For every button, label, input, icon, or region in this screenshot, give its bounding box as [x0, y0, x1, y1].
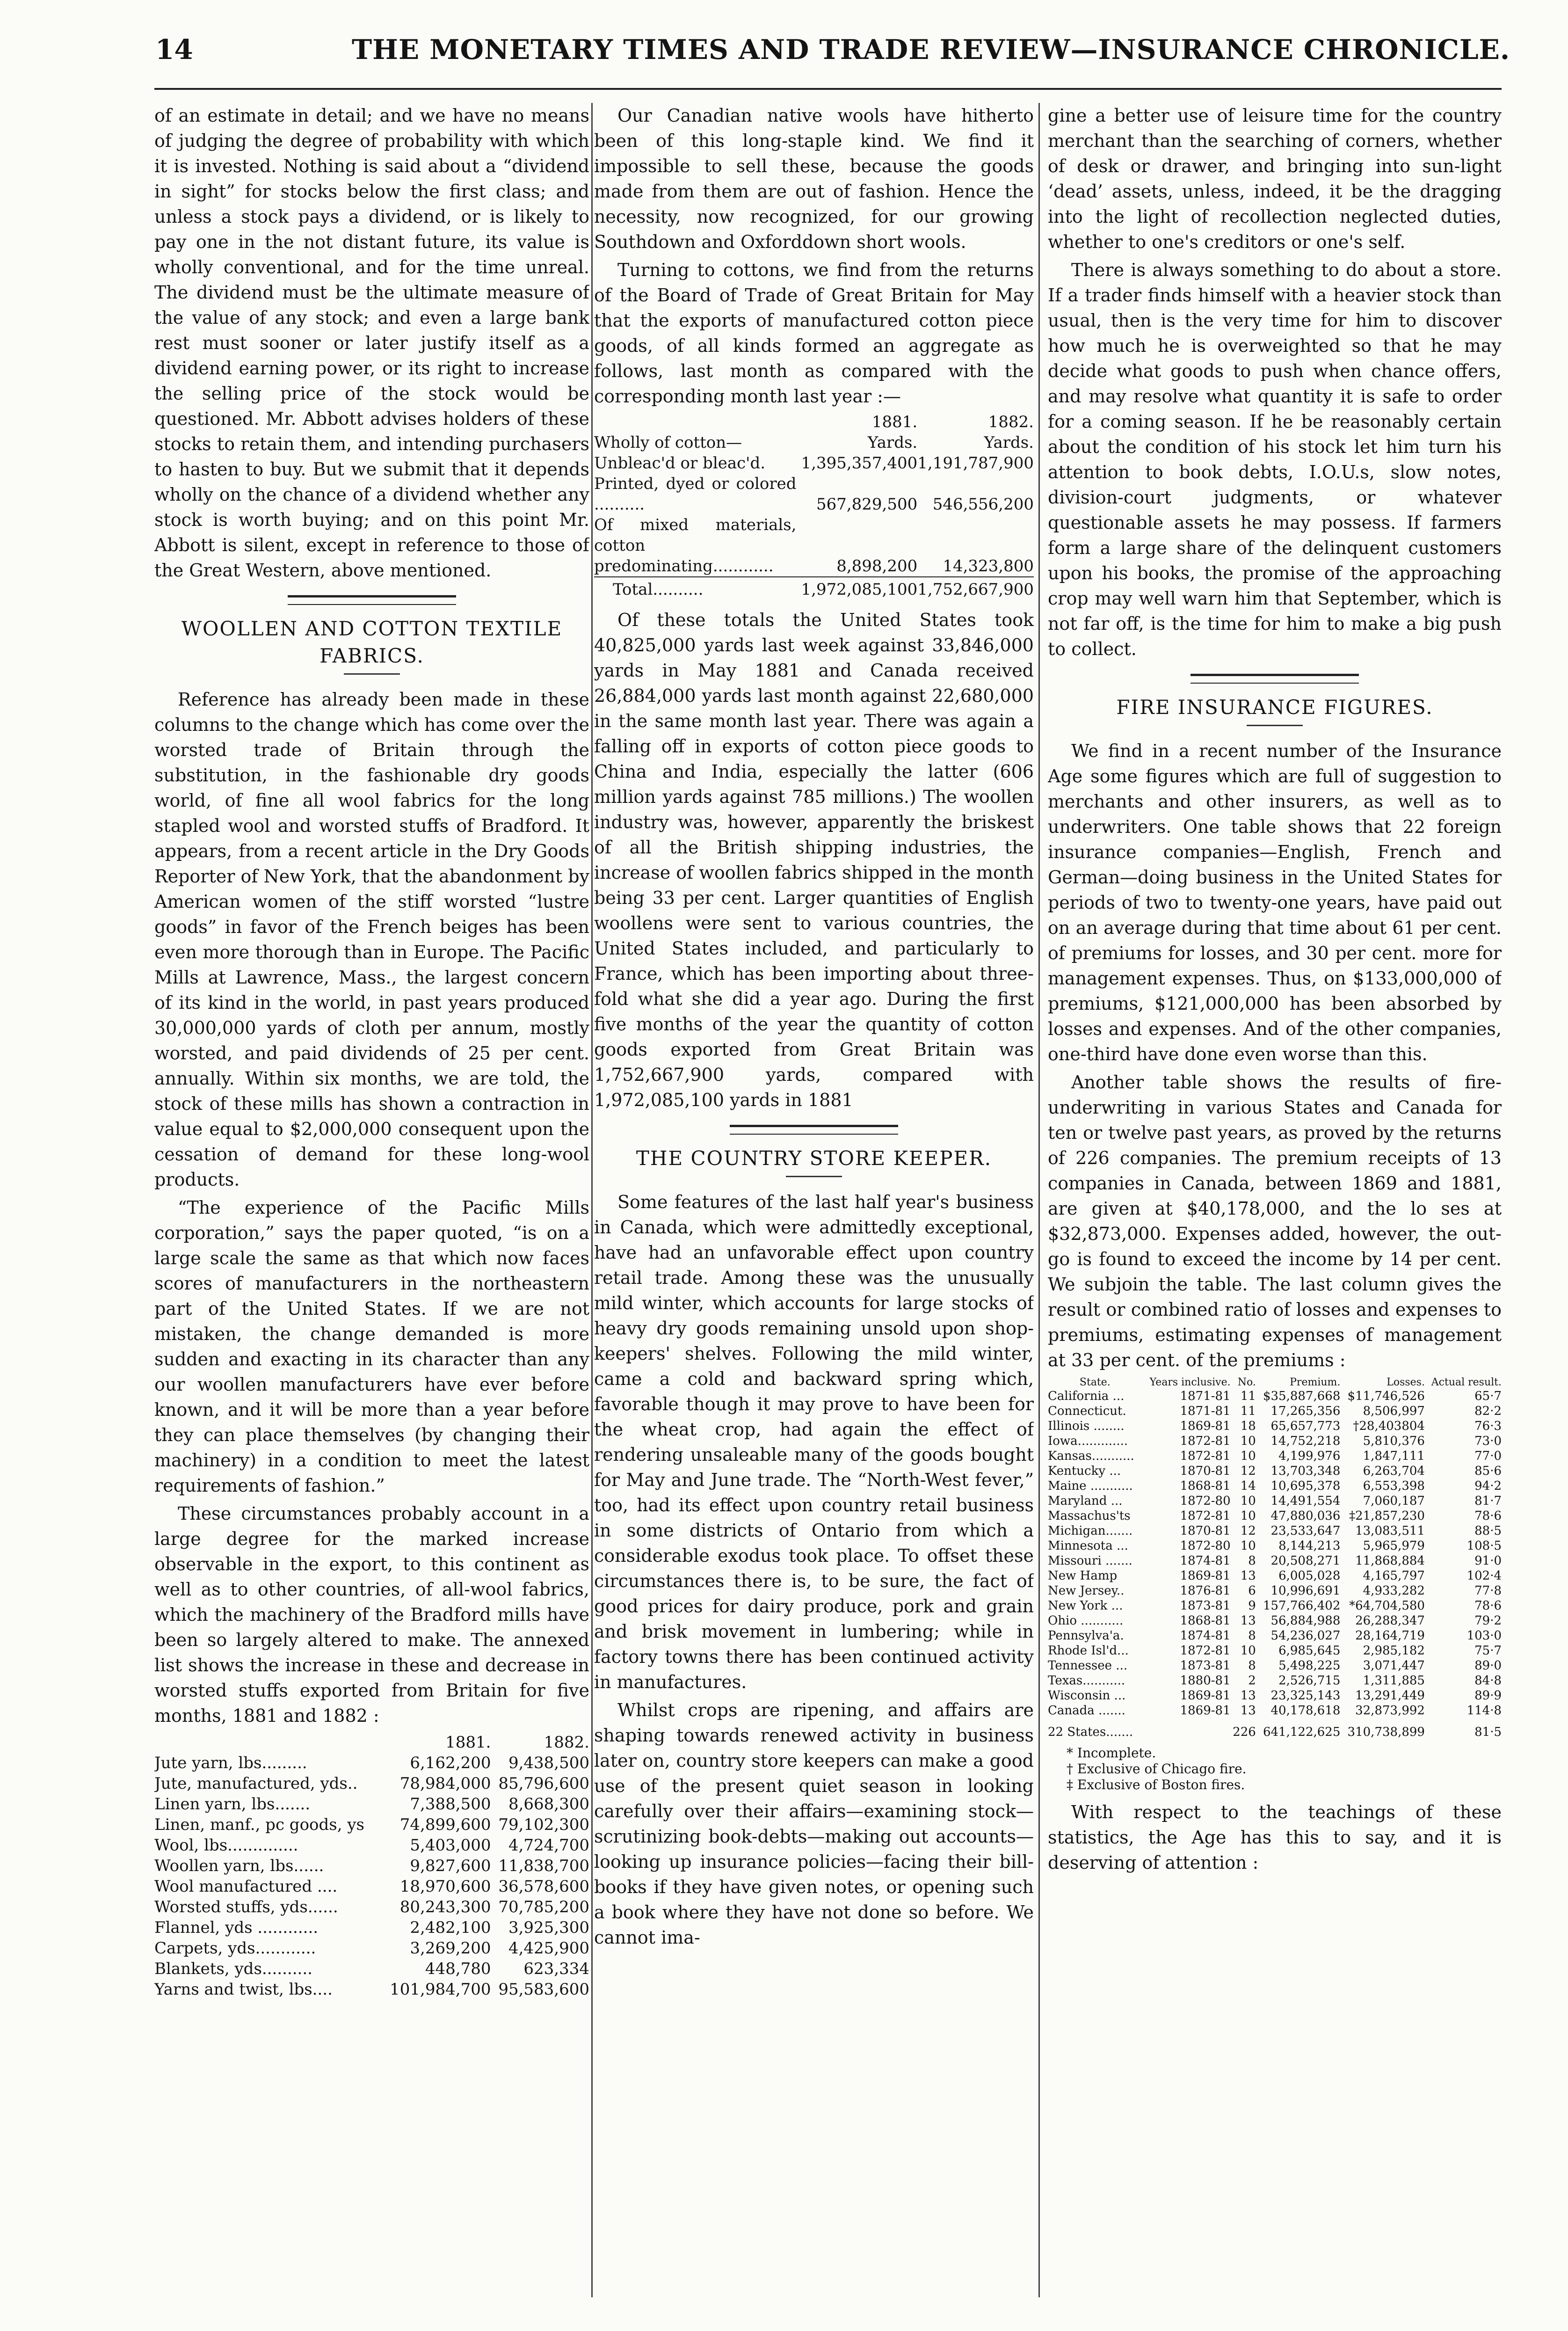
- fire-state: Maryland ...: [1048, 1494, 1123, 1508]
- fire-premium: 10,695,378: [1270, 1479, 1341, 1493]
- table-row: [1048, 1419, 1502, 1434]
- fire-losses: 4,165,797: [1363, 1569, 1425, 1583]
- fire-premium: 20,508,271: [1270, 1554, 1341, 1568]
- section-divider: [1191, 674, 1359, 684]
- fire-state: Massachus'ts: [1048, 1509, 1131, 1523]
- fire-years: 1872-80: [1180, 1494, 1231, 1508]
- fire-total-losses: 310,738,899: [1347, 1725, 1425, 1739]
- fire-state: Michigan.......: [1048, 1524, 1133, 1538]
- table-row: [594, 515, 1034, 577]
- table-row: [1048, 1464, 1502, 1479]
- fire-premium: 2,526,715: [1278, 1674, 1341, 1688]
- fire-result: 82·2: [1474, 1404, 1502, 1418]
- heading-rule: [1247, 725, 1303, 726]
- export-value-1882: 4,425,900: [508, 1939, 589, 1958]
- export-item: Worsted stuffs, yds......: [154, 1898, 338, 1916]
- fire-losses: †28,403804: [1353, 1419, 1425, 1433]
- fire-losses: ‡21,857,230: [1349, 1509, 1425, 1523]
- col3-paragraph-5: With respect to the teachings of these statistics, the Age has this to say, and it is deserving of attention :: [1048, 1802, 1502, 1873]
- fire-losses: 6,553,398: [1363, 1479, 1425, 1493]
- fire-premium: 65,657,773: [1270, 1419, 1341, 1433]
- fire-losses: 1,847,111: [1363, 1449, 1425, 1463]
- fire-state: Pennsylva'a.: [1048, 1629, 1124, 1643]
- cotton-value-1881: 1,395,357,400: [801, 454, 918, 473]
- fire-losses: 2,985,182: [1363, 1644, 1425, 1658]
- table-row: [1048, 1643, 1502, 1658]
- table-row: [154, 1794, 589, 1814]
- table-row: [154, 1917, 589, 1938]
- cotton-total-1882: 1,752,667,900: [917, 577, 1034, 600]
- fire-premium: 23,325,143: [1270, 1689, 1341, 1703]
- fire-result: 77·0: [1474, 1449, 1502, 1463]
- fire-state: Minnesota ...: [1048, 1539, 1128, 1553]
- cotton-total-1881: 1,972,085,100: [801, 577, 918, 600]
- cotton-total-label: Total..........: [594, 577, 801, 600]
- table-row: [1048, 1523, 1502, 1538]
- fire-header-losses: Losses.: [1387, 1377, 1425, 1388]
- fire-premium: 23,533,647: [1270, 1524, 1341, 1538]
- fire-company-count: 8: [1248, 1659, 1256, 1673]
- table-row: [1048, 1628, 1502, 1643]
- fire-years: 1868-81: [1180, 1479, 1231, 1493]
- fire-result: 88·5: [1474, 1524, 1502, 1538]
- section-divider: [730, 1125, 898, 1135]
- fire-state: Tennessee ...: [1048, 1659, 1128, 1673]
- table-row: [1048, 1508, 1502, 1523]
- fire-state: Kansas...........: [1048, 1449, 1134, 1463]
- fire-losses: 1,311,885: [1363, 1674, 1425, 1688]
- col1-paragraph-1: of an estimate in detail; and we have no means of judging the degree of probability with which it is invested. Nothing is said about a “dividend in sight” for stocks below the first class; and unless a stock pays a dividend, or is likely to pay one in the not distant future, its value is wholly conventional, and for the time unreal. The dividend must be the ultimate measure of the value of any stock; and even a large bank rest must sooner or later justify itself as a dividend earning power, or its right to increase the selling price of the stock would be questioned. Mr. Abbott advises holders of these stocks to retain them, and intending purchasers to hasten to buy. But we submit that it depends wholly on the chance of a dividend whether any stock is worth buying; and on this point Mr. Abbott is silent, except in reference to those of the Great Western, above mentioned.: [154, 105, 589, 581]
- cotton-row-label: Of mixed materials, cotton predominating............: [594, 516, 797, 575]
- export-value-1882: 3,925,300: [508, 1918, 589, 1937]
- table-row: [1048, 1434, 1502, 1449]
- fire-premium: 56,884,988: [1270, 1614, 1341, 1628]
- fire-state: California ...: [1048, 1389, 1125, 1403]
- export-value-1881: 5,403,000: [410, 1836, 491, 1855]
- fire-company-count: 13: [1240, 1689, 1256, 1703]
- fire-premium: 8,144,213: [1278, 1539, 1341, 1553]
- export-item: Wool manufactured ....: [154, 1877, 338, 1896]
- export-value-1882: 85,796,600: [498, 1774, 589, 1793]
- cotton-value-1881: 8,898,200: [836, 557, 918, 575]
- table-row: [154, 1835, 589, 1856]
- heading-rule: [786, 1176, 842, 1177]
- fire-result: 81·7: [1474, 1494, 1502, 1508]
- fire-company-count: 11: [1240, 1389, 1256, 1403]
- header-rule: [154, 88, 1502, 90]
- fire-premium: 14,752,218: [1270, 1434, 1341, 1448]
- col3-paragraph-1: gine a better use of leisure time for the country merchant than the searching of corners, whether of desk or drawer, and bringing into sun-light ‘dead’ assets, unless, indeed, it be the dragging into the light of recollection neglected duties, whether to one's creditors or one's self.: [1048, 105, 1502, 252]
- fire-state: Iowa.............: [1048, 1434, 1128, 1448]
- fire-years: 1874-81: [1180, 1629, 1231, 1643]
- fire-state: New Jersey..: [1048, 1584, 1125, 1598]
- fire-years: 1870-81: [1180, 1524, 1231, 1538]
- fire-years: 1872-81: [1180, 1644, 1231, 1658]
- fire-state: Canada .......: [1048, 1704, 1125, 1718]
- export-value-1881: 101,984,700: [390, 1980, 491, 1999]
- fire-state: Texas...........: [1048, 1674, 1125, 1688]
- export-value-1881: 18,970,600: [399, 1877, 491, 1896]
- footnote: ‡ Exclusive of Boston fires.: [1067, 1777, 1245, 1792]
- fire-years: 1880-81: [1180, 1674, 1231, 1688]
- fire-result: 89·9: [1474, 1689, 1502, 1703]
- fire-total-no: 226: [1233, 1725, 1256, 1739]
- fire-state: Connecticut.: [1048, 1404, 1126, 1418]
- col2-paragraph-2: Turning to cottons, we find from the returns of the Board of Trade of Great Britain for May that the exports of manufactured cotton piece goods, of all kinds formed an aggregate as follows, last month as compared with the corresponding month last year :—: [594, 260, 1034, 407]
- fire-company-count: 13: [1240, 1704, 1256, 1718]
- fire-years: 1868-81: [1180, 1614, 1231, 1628]
- table-row: [1048, 1598, 1502, 1613]
- cotton-row-label: Unbleac'd or bleac'd.: [594, 454, 766, 473]
- column-1: [154, 103, 589, 2302]
- cotton-row-label: Printed, dyed or colored ..........: [594, 474, 797, 514]
- fire-result: 108·5: [1466, 1539, 1502, 1553]
- table-row: [1048, 1658, 1502, 1673]
- fire-premium: $35,887,668: [1263, 1389, 1341, 1403]
- export-value-1881: 7,388,500: [410, 1795, 491, 1814]
- fire-company-count: 14: [1240, 1479, 1256, 1493]
- fire-company-count: 18: [1240, 1419, 1256, 1433]
- fire-state: Ohio ...........: [1048, 1614, 1124, 1628]
- fire-company-count: 10: [1240, 1449, 1256, 1463]
- fire-result: 65·7: [1474, 1389, 1502, 1403]
- fire-company-count: 8: [1248, 1629, 1256, 1643]
- column-divider-1: [591, 103, 593, 2297]
- fire-losses: 5,810,376: [1363, 1434, 1425, 1448]
- table-footnotes: [1067, 1745, 1502, 1793]
- export-item: Jute, manufactured, yds..: [154, 1774, 358, 1793]
- section-divider: [288, 595, 456, 605]
- fire-premium: 6,985,645: [1278, 1644, 1341, 1658]
- fire-company-count: 10: [1240, 1644, 1256, 1658]
- footnote: * Incomplete.: [1067, 1745, 1156, 1761]
- fire-premium: 17,265,356: [1270, 1404, 1341, 1418]
- fire-insurance-table: [1048, 1377, 1502, 1740]
- fire-company-count: 13: [1240, 1569, 1256, 1583]
- col2-paragraph-1: Our Canadian native wools have hitherto been of this long-staple kind. We find it impossible to sell these, because the goods made from them are out of fashion. Hence the necessity, now recognized, for our growing Southdown and Oxforddown short wools.: [594, 105, 1034, 252]
- table-row: [1048, 1404, 1502, 1419]
- fire-result: 114·8: [1466, 1704, 1502, 1718]
- fire-company-count: 11: [1240, 1404, 1256, 1418]
- fire-years: 1872-81: [1180, 1449, 1231, 1463]
- fire-company-count: 10: [1240, 1434, 1256, 1448]
- export-value-1882: 70,785,200: [498, 1898, 589, 1916]
- export-value-1882: 623,334: [523, 1959, 589, 1978]
- cotton-unit-1881: Yards.: [867, 433, 918, 452]
- export-value-1882: 36,578,600: [498, 1877, 589, 1896]
- col1-paragraph-3: “The experience of the Pacific Mills corporation,” says the paper quoted, “is on a large scale the same as that which now faces scores of manufacturers in the northeastern part of the United States. If we are not mistaken, the change demanded is more sudden and exacting in its character than any our woollen manufacturers have ever before known, and it will be more than a year before they can place themselves (by changing their machinery) in a condition to meet the latest requirements of fashion.”: [154, 1197, 589, 1496]
- fire-total-state: 22 States.......: [1048, 1725, 1133, 1739]
- fire-premium: 157,766,402: [1263, 1599, 1341, 1613]
- footnote: † Exclusive of Chicago fire.: [1067, 1761, 1247, 1777]
- export-value-1881: 6,162,200: [410, 1754, 491, 1772]
- fire-header-premium: Premium.: [1290, 1377, 1341, 1388]
- table-row: [1048, 1449, 1502, 1464]
- fire-losses: $11,746,526: [1347, 1389, 1425, 1403]
- fire-losses: 8,506,997: [1363, 1404, 1425, 1418]
- column-3: [1048, 103, 1502, 2302]
- fire-premium: 5,498,225: [1278, 1659, 1341, 1673]
- cotton-value-1882: 546,556,200: [932, 495, 1034, 514]
- fire-company-count: 12: [1240, 1524, 1256, 1538]
- col3-paragraph-4: Another table shows the results of fire-underwriting in various States and Canada for ten or twelve past years, as proved by the returns of 226 companies. The premium receipts of 13 companies in Canada, between 1869 and 1881, are given at $40,178,000, and the lo ses at $32,873,000. Expenses added, however, the out-go is found to exceed the income by 14 per cent. We subjoin the table. The last column gives the result or combined ratio of losses and expenses to premiums, estimating expenses of management at 33 per cent. of the premiums :: [1048, 1072, 1502, 1370]
- cotton-value-1881: 567,829,500: [816, 495, 918, 514]
- fire-premium: 40,178,618: [1270, 1704, 1341, 1718]
- export-item: Woollen yarn, lbs......: [154, 1857, 324, 1875]
- table-row: [1048, 1703, 1502, 1718]
- export-value-1881: 9,827,600: [410, 1857, 491, 1875]
- fire-years: 1874-81: [1180, 1554, 1231, 1568]
- export-value-1882: 9,438,500: [508, 1754, 589, 1772]
- fire-result: 85·6: [1474, 1464, 1502, 1478]
- fire-losses: 13,291,449: [1355, 1689, 1425, 1703]
- store-keeper-heading: THE COUNTRY STORE KEEPER.: [636, 1147, 992, 1170]
- fire-company-count: 2: [1248, 1674, 1256, 1688]
- fire-result: 75·7: [1474, 1644, 1502, 1658]
- table-row: [1048, 1673, 1502, 1688]
- fire-header-result: Actual result.: [1431, 1377, 1502, 1388]
- fire-state: Kentucky ...: [1048, 1464, 1121, 1478]
- col3-paragraph-2: There is always something to do about a store. If a trader finds himself with a heavier stock than usual, then is the very time for him to discover how much he is overweighted so that he may decide what goods to push when chance offers, and may resolve what quantity it is safe to order for a coming season. If he be reasonably certain about the condition of his stock let him turn his attention to book debts, I.O.U.s, slow notes, division-court judgments, or whatever questionable assets he may possess. If farmers form a large share of the delinquent customers upon his books, the promise of the approaching crop may well warn him that September, which is not far off, is the time for him to make a big push to collect.: [1048, 260, 1502, 659]
- export-value-1881: 80,243,300: [399, 1898, 491, 1916]
- fire-state: Maine ...........: [1048, 1479, 1133, 1493]
- fire-state: Rhode Isl'd...: [1048, 1644, 1129, 1658]
- fire-premium: 13,703,348: [1270, 1464, 1341, 1478]
- export-value-1882: 95,583,600: [498, 1980, 589, 1999]
- col2-paragraph-4: Some features of the last half year's business in Canada, which were admittedly exceptional, have had an unfavorable effect upon country retail trade. Among these was the unusually mild winter, which accounts for large stocks of heavy dry goods remaining unsold upon shop-keepers' shelves. Following the mild winter, came a cold and backward spring which, favorable though it may prove to have been for the wheat crop, had again the effect of rendering unsaleable many of the goods bought for May and June trade. The “North-West fever,” too, had its effect upon country retail business in some districts of Ontario from which a considerable exodus took place. To offset these circumstances there is, to be sure, the fact of good prices for dairy produce, pork and grain and brisk movement in lumbering; while in factory towns there has been continued activity in manufactures.: [594, 1192, 1034, 1692]
- fire-losses: 32,873,992: [1355, 1704, 1425, 1718]
- col3-paragraph-3: We find in a recent number of the Insurance Age some figures which are full of suggestion to merchants and other insurers, as well as to underwriters. One table shows that 22 foreign insurance companies—English, French and German—doing business in the United States for periods of two to twenty-one years, have paid out on an average during that time about 61 per cent. of premiums for losses, and 30 per cent. more for management expenses. Thus, on $133,000,000 of premiums, $121,000,000 has been absorbed by losses and expenses. And of the other companies, one-third have done even worse than this.: [1048, 741, 1502, 1064]
- table-row: [154, 1753, 589, 1773]
- cotton-year-1881: 1881.: [871, 413, 918, 431]
- fire-result: 94·2: [1474, 1479, 1502, 1493]
- fire-company-count: 12: [1240, 1464, 1256, 1478]
- fire-result: 73·0: [1474, 1434, 1502, 1448]
- fire-result: 78·6: [1474, 1509, 1502, 1523]
- fire-header-state: State.: [1079, 1377, 1111, 1388]
- fire-years: 1869-81: [1180, 1569, 1231, 1583]
- export-value-1882: 4,724,700: [508, 1836, 589, 1855]
- export-value-1881: 2,482,100: [410, 1918, 491, 1937]
- cotton-year-1882: 1882.: [988, 413, 1034, 431]
- fire-years: 1872-81: [1180, 1509, 1231, 1523]
- table-row: [154, 1959, 589, 1979]
- fire-premium: 4,199,976: [1278, 1449, 1341, 1463]
- fire-state: Missouri .......: [1048, 1554, 1132, 1568]
- masthead-title: THE MONETARY TIMES AND TRADE REVIEW—INSURANCE CHRONICLE.: [351, 34, 1510, 66]
- export-item: Flannel, yds ............: [154, 1918, 319, 1937]
- col2-paragraph-5: Whilst crops are ripening, and affairs are shaping towards renewed activity in business later on, country store keepers can make a good use of the present quiet season in looking carefully over their affairs—examining stock—scrutinizing book-debts—making out accounts—looking up insurance policies—facing their bill-books if they have given notes, or opening such a book where they have not done so before. We cannot ima-: [594, 1700, 1034, 1948]
- fire-company-count: 13: [1240, 1614, 1256, 1628]
- table-row: [1048, 1553, 1502, 1568]
- export-item: Jute yarn, lbs.........: [154, 1754, 307, 1772]
- fire-years: 1869-81: [1180, 1419, 1231, 1433]
- col1-paragraph-4: These circumstances probably account in a large degree for the marked increase observable in the export, to this continent as well as to other countries, of all-wool fabrics, which the machinery of the Bradford mills have been so largely altered to make. The annexed list shows the increase in these and decrease in worsted stuffs exported from Britain for five months, 1881 and 1882 :: [154, 1503, 589, 1726]
- column-2: [594, 103, 1034, 2302]
- fire-premium: 6,005,028: [1278, 1569, 1341, 1583]
- export-value-1881: 74,899,600: [399, 1815, 491, 1834]
- export-value-1882: 79,102,300: [498, 1815, 589, 1834]
- fire-losses: 7,060,187: [1363, 1494, 1425, 1508]
- export-item: Linen yarn, lbs.......: [154, 1795, 311, 1814]
- export-item: Carpets, yds............: [154, 1939, 316, 1958]
- fire-premium: 47,880,036: [1270, 1509, 1341, 1523]
- col2-paragraph-3: Of these totals the United States took 40,825,000 yards last week against 33,846,000 yards in May 1881 and Canada received 26,884,000 yards last month against 22,680,000 in the same month last year. There was again a falling off in exports of cotton piece goods to China and India, especially the latter (606 million yards against 785 millions.) The woollen industry was, however, apparently the briskest of all the British shipping industries, the increase of woollen fabrics shipped in the month being 33 per cent. Larger quantities of English woollens were sent to various countries, the United States included, and particularly to France, which has been importing about three-fold what she did a year ago. During the first five months of the year the quantity of cotton goods exported from Great Britain was 1,752,667,900 yards, compared with 1,972,085,100 yards in 1881: [594, 610, 1034, 1110]
- export-value-1881: 3,269,200: [410, 1939, 491, 1958]
- fire-state: New Hamp: [1048, 1569, 1118, 1583]
- fire-result: 91·0: [1474, 1554, 1502, 1568]
- export-item: Blankets, yds..........: [154, 1959, 312, 1978]
- export-item: Wool, lbs..............: [154, 1836, 298, 1855]
- fire-premium: 14,491,554: [1270, 1494, 1341, 1508]
- fire-premium: 10,996,691: [1270, 1584, 1341, 1598]
- fire-losses: 13,083,511: [1355, 1524, 1425, 1538]
- fire-losses: 28,164,719: [1355, 1629, 1425, 1643]
- fire-losses: 6,263,704: [1363, 1464, 1425, 1478]
- col1-paragraph-2: Reference has already been made in these columns to the change which has come over the worsted trade of Britain through the substitution, in the fashionable dry goods world, of fine all wool fabrics for the long stapled wool and worsted stuffs of Bradford. It appears, from a recent article in the Dry Goods Reporter of New York, that the abandonment by American women of the stiff worsted “lustre goods” in favor of the French beiges has been even more thorough than in Europe. The Pacific Mills at Lawrence, Mass., the largest concern of its kind in the world, in past years produced 30,000,000 yards of cloth per annum, mostly worsted, and paid dividends of 25 per cent. annually. Within six months, we are told, the stock of these mills has shown a contraction in value equal to $2,000,000 consequent upon the cessation of demand for these long-wool products.: [154, 689, 589, 1190]
- fire-years: 1872-80: [1180, 1539, 1231, 1553]
- cotton-value-1882: 14,323,800: [943, 557, 1034, 575]
- fire-company-count: 10: [1240, 1494, 1256, 1508]
- fire-result: 78·6: [1474, 1599, 1502, 1613]
- fire-company-count: 10: [1240, 1539, 1256, 1553]
- fire-years: 1870-81: [1180, 1464, 1231, 1478]
- fire-state: Illinois ........: [1048, 1419, 1125, 1433]
- fire-result: 103·0: [1466, 1629, 1502, 1643]
- woollen-heading: WOOLLEN AND COTTON TEXTILE FABRICS.: [181, 617, 563, 667]
- table-row: [1048, 1688, 1502, 1703]
- fire-result: 102·4: [1466, 1569, 1502, 1583]
- fire-total-result: 81·5: [1474, 1725, 1502, 1739]
- export-item: Yarns and twist, lbs....: [154, 1980, 333, 1999]
- table-row: [594, 453, 1034, 473]
- fire-header-years: Years inclusive.: [1149, 1377, 1231, 1388]
- fire-company-count: 8: [1248, 1554, 1256, 1568]
- fire-premium: 54,236,027: [1270, 1629, 1341, 1643]
- fire-state: New York ...: [1048, 1599, 1123, 1613]
- table-row: [1048, 1389, 1502, 1404]
- cotton-value-1882: 1,191,787,900: [917, 454, 1034, 473]
- column-divider-2: [1038, 103, 1040, 2297]
- export-value-1882: 8,668,300: [508, 1795, 589, 1814]
- fire-losses: 4,933,282: [1363, 1584, 1425, 1598]
- fire-result: 89·0: [1474, 1659, 1502, 1673]
- fire-years: 1876-81: [1180, 1584, 1231, 1598]
- table-row: [154, 1773, 589, 1794]
- fire-years: 1871-81: [1180, 1389, 1231, 1403]
- table-row: [1048, 1583, 1502, 1598]
- page-number: 14: [155, 34, 193, 66]
- table-row: [1048, 1613, 1502, 1628]
- export-value-1882: 11,838,700: [498, 1857, 589, 1875]
- table-row: [594, 473, 1034, 515]
- fire-total-premium: 641,122,625: [1263, 1725, 1341, 1739]
- fire-losses: *64,704,580: [1349, 1599, 1425, 1613]
- fire-years: 1871-81: [1180, 1404, 1231, 1418]
- fire-years: 1873-81: [1180, 1659, 1231, 1673]
- fire-header-no: No.: [1237, 1377, 1256, 1388]
- table-row: [154, 1856, 589, 1876]
- fire-losses: 11,868,884: [1355, 1554, 1425, 1568]
- fire-losses: 3,071,447: [1363, 1659, 1425, 1673]
- fire-result: 76·3: [1474, 1419, 1502, 1433]
- table-row: [1048, 1479, 1502, 1493]
- exports-table: [154, 1732, 589, 2000]
- table-row: [154, 1897, 589, 1917]
- fire-losses: 26,288,347: [1355, 1614, 1425, 1628]
- table-row: [1048, 1493, 1502, 1508]
- fire-years: 1872-81: [1180, 1434, 1231, 1448]
- cotton-group-label: Wholly of cotton—: [594, 433, 742, 452]
- fire-company-count: 6: [1248, 1584, 1256, 1598]
- fire-years: 1869-81: [1180, 1704, 1231, 1718]
- table-row: [154, 1814, 589, 1835]
- export-value-1881: 448,780: [425, 1959, 491, 1978]
- fire-years: 1869-81: [1180, 1689, 1231, 1703]
- exports-header-1881: 1881.: [445, 1733, 491, 1752]
- heading-rule: [344, 673, 400, 675]
- fire-result: 84·8: [1474, 1674, 1502, 1688]
- fire-years: 1873-81: [1180, 1599, 1231, 1613]
- exports-header-1882: 1882.: [544, 1733, 589, 1752]
- fire-result: 77·8: [1474, 1584, 1502, 1598]
- fire-losses: 5,965,979: [1363, 1539, 1425, 1553]
- fire-company-count: 10: [1240, 1509, 1256, 1523]
- fire-state: Wisconsin ...: [1048, 1689, 1126, 1703]
- table-row: [1048, 1568, 1502, 1583]
- table-row: [1048, 1538, 1502, 1553]
- cotton-table: [594, 412, 1034, 600]
- table-row: [154, 1979, 589, 2000]
- table-row: [154, 1938, 589, 1959]
- export-value-1881: 78,984,000: [399, 1774, 491, 1793]
- fire-company-count: 9: [1248, 1599, 1256, 1613]
- export-item: Linen, manf., pc goods, ys: [154, 1815, 364, 1834]
- fire-insurance-heading: FIRE INSURANCE FIGURES.: [1116, 696, 1433, 719]
- cotton-unit-1882: Yards.: [984, 433, 1034, 452]
- table-row: [154, 1876, 589, 1897]
- fire-result: 79·2: [1474, 1614, 1502, 1628]
